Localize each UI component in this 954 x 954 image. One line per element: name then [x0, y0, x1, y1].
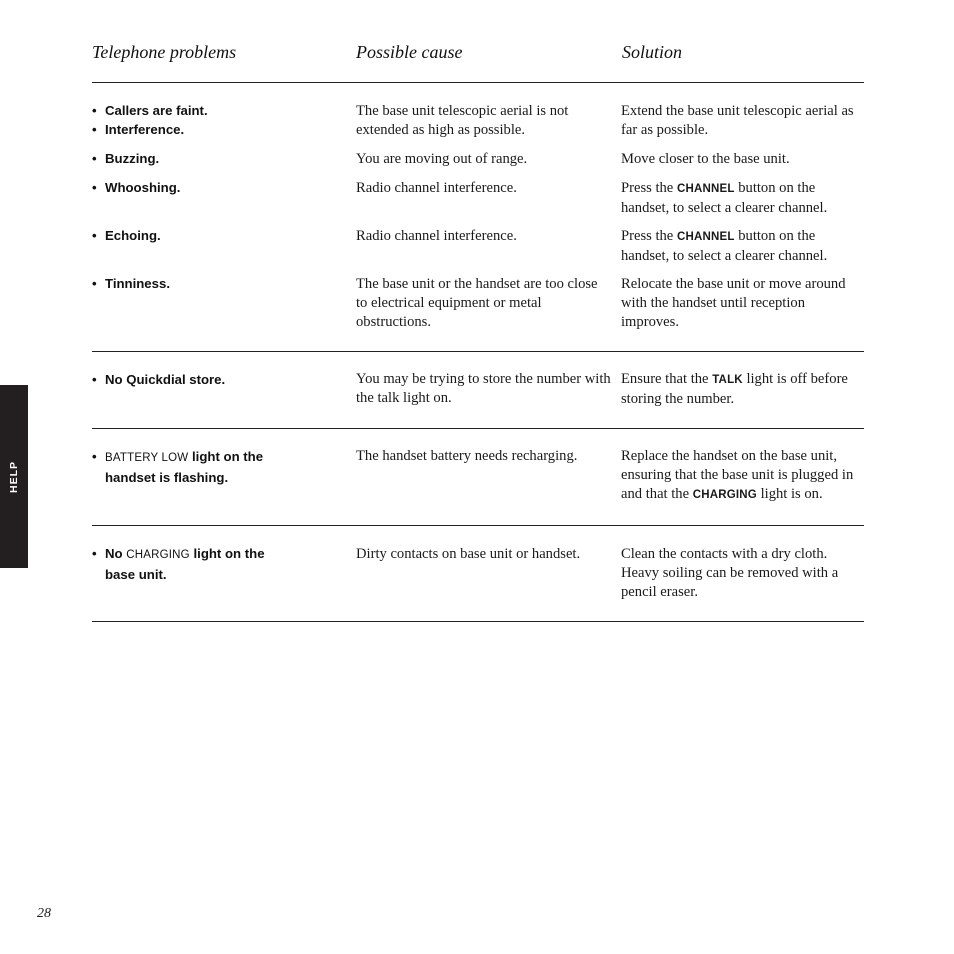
solution-text: button on the handset, to select a clearer channel. — [621, 228, 828, 265]
cause-cell: Radio channel interference. — [356, 228, 517, 244]
problem-cell — [92, 101, 337, 139]
bullet-icon: • — [92, 228, 97, 243]
problem-text: No Quickdial store. — [105, 372, 226, 387]
bullet-icon: • — [92, 276, 97, 291]
problem-cell — [92, 226, 337, 245]
cause-cell: Dirty contacts on base unit or handset. — [356, 546, 581, 562]
problem-text: base unit. — [105, 567, 167, 582]
cause-cell: The base unit or the handset are too close to electrical equipment or metal obstructions. — [356, 276, 598, 331]
solution-cell: Move closer to the base unit. — [621, 151, 790, 167]
battery-low-label: BATTERY LOW — [105, 452, 189, 464]
problem-cell — [92, 274, 337, 293]
help-side-tab — [0, 385, 28, 568]
charging-key-label: CHARGING — [692, 489, 757, 502]
solution-text: Press the — [621, 180, 677, 196]
problem-text: light on the — [188, 449, 264, 464]
problem-text: Interference. — [105, 122, 185, 137]
solution-cell — [621, 227, 864, 266]
problem-text: Buzzing. — [105, 151, 160, 166]
solution-cell — [621, 179, 864, 218]
talk-key-label: TALK — [712, 374, 743, 386]
problem-text: Tinniness. — [105, 276, 170, 291]
problem-cell — [92, 544, 337, 584]
bullet-icon: • — [92, 449, 97, 464]
header-solution: Solution — [622, 42, 683, 62]
problem-text: No — [105, 546, 127, 561]
problem-text: Echoing. — [105, 228, 161, 243]
bullet-icon: • — [92, 180, 97, 195]
cause-cell: The handset battery needs recharging. — [356, 448, 578, 464]
section-rule — [92, 351, 864, 352]
bullet-icon: • — [92, 372, 97, 387]
bullet-icon: • — [92, 151, 97, 166]
problem-text: light on the — [189, 546, 265, 561]
solution-text: Replace the handset on the base unit, ensuring that the base unit is plugged in and that the — [621, 448, 854, 503]
solution-text: light is off before storing the number. — [621, 371, 848, 408]
bullet-icon: • — [92, 103, 97, 118]
charging-label: CHARGING — [126, 549, 190, 561]
problem-cell — [92, 149, 337, 168]
header-telephone-problems: Telephone problems — [92, 42, 237, 62]
section-rule — [92, 525, 864, 526]
table-bottom-rule — [92, 621, 864, 622]
problem-text: handset is flashing. — [105, 470, 229, 485]
cause-cell: The base unit telescopic aerial is not extended as high as possible. — [356, 103, 569, 139]
cause-cell: Radio channel interference. — [356, 180, 517, 196]
header-possible-cause: Possible cause — [356, 42, 463, 62]
problem-text: Callers are faint. — [105, 103, 208, 118]
solution-text: light is on. — [756, 486, 823, 503]
solution-cell — [621, 370, 864, 409]
solution-text: button on the handset, to select a clearer channel. — [621, 180, 828, 217]
page-number: 28 — [37, 906, 51, 921]
solution-cell: Relocate the base unit or move around with the handset until reception improves. — [621, 276, 846, 331]
section-rule — [92, 428, 864, 429]
solution-cell: Extend the base unit telescopic aerial as far as possible. — [621, 103, 854, 139]
bullet-icon: • — [92, 546, 97, 561]
cause-cell: You are moving out of range. — [356, 151, 528, 167]
bullet-icon: • — [92, 122, 97, 137]
cause-cell: You may be trying to store the number with the talk light on. — [356, 371, 611, 407]
solution-cell — [621, 447, 864, 506]
solution-text: Press the — [621, 228, 677, 244]
solution-cell: Clean the contacts with a dry cloth. Heavy soiling can be removed with a pencil eraser. — [621, 546, 839, 601]
problem-cell — [92, 178, 337, 197]
problem-cell — [92, 370, 337, 389]
header-rule — [92, 82, 864, 83]
problem-text: Whooshing. — [105, 180, 181, 195]
problem-cell — [92, 447, 337, 487]
solution-text: Ensure that the — [621, 371, 713, 387]
help-tab-label: HELP — [8, 460, 20, 493]
channel-key-label: CHANNEL — [676, 231, 735, 243]
channel-key-label: CHANNEL — [676, 183, 735, 195]
